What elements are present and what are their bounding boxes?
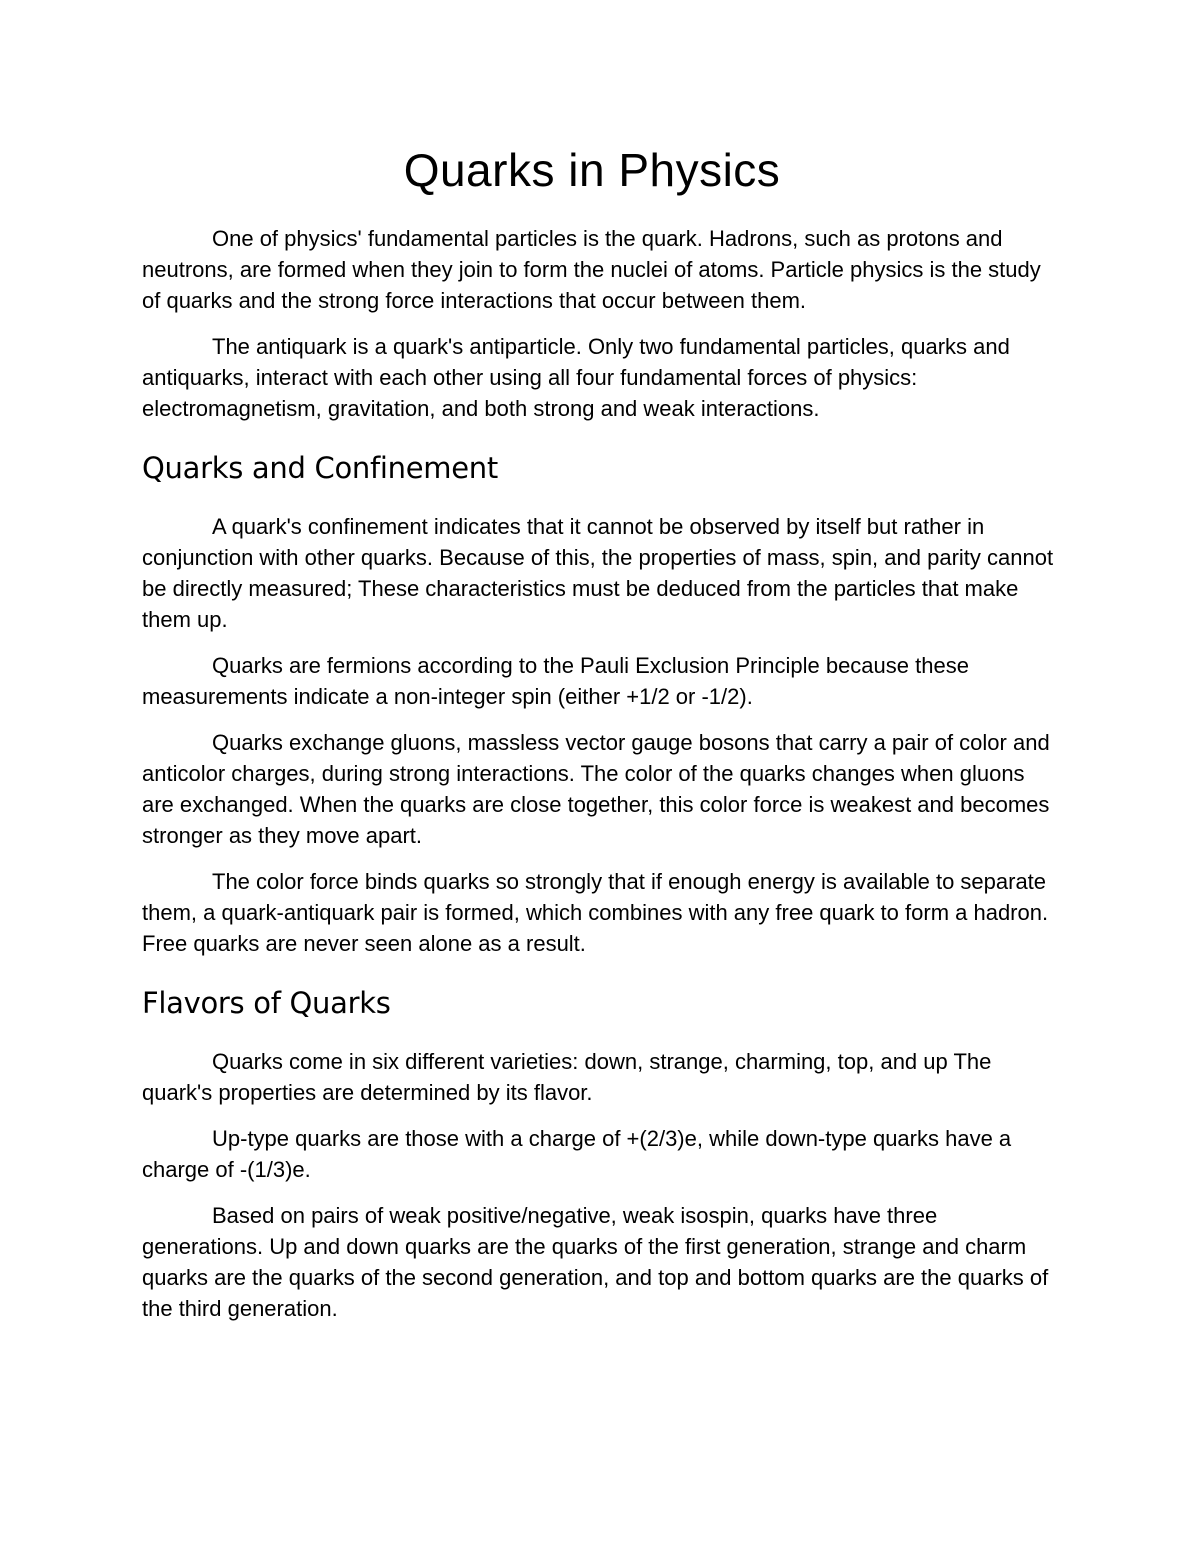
intro-paragraph: The antiquark is a quark's antiparticle. Only two fundamental particles, quarks and antiquarks, interact with each other using all four fundamental forces of physics: electromagnetism, gravitation, and both strong and weak interactions. [142,334,1010,421]
body-paragraph: A quark's confinement indicates that it cannot be observed by itself but rather in conjunction with other quarks. Because of this, the properties of mass, spin, and parity cannot be directly measured; These characteristics must be deduced from the particles that make them up. [142,514,1054,632]
section-heading-flavors: Flavors of Quarks [142,986,391,1020]
document-body [142,140,1062,1324]
document-title: Quarks in Physics [403,144,781,196]
body-paragraph: Based on pairs of weak positive/negative, weak isospin, quarks have three generations. Up and down quarks are the quarks of the first generation, strange and charm quarks are the quarks of the second generation, and top and bottom quarks are the quarks of the third generation. [142,1203,1049,1321]
body-paragraph: Quarks come in six different varieties: down, strange, charming, top, and up The quark's properties are determined by its flavor. [142,1049,992,1105]
body-paragraph: Quarks exchange gluons, massless vector gauge bosons that carry a pair of color and anticolor charges, during strong interactions. The color of the quarks changes when gluons are exchanged. When the quarks are close together, this color force is weakest and becomes stronger as they move apart. [142,730,1050,848]
body-paragraph: Up-type quarks are those with a charge of +(2/3)e, while down-type quarks have a charge of -(1/3)e. [142,1126,1012,1182]
body-paragraph: The color force binds quarks so strongly that if enough energy is available to separate them, a quark-antiquark pair is formed, which combines with any free quark to form a hadron. Free quarks are never seen alone as a result. [142,869,1049,956]
body-paragraph: Quarks are fermions according to the Pauli Exclusion Principle because these measurements indicate a non-integer spin (either +1/2 or -1/2). [142,653,969,709]
section-heading-confinement: Quarks and Confinement [142,451,498,485]
intro-paragraph: One of physics' fundamental particles is the quark. Hadrons, such as protons and neutrons, are formed when they join to form the nuclei of atoms. Particle physics is the study of quarks and the strong force interactions that occur between them. [142,226,1041,313]
